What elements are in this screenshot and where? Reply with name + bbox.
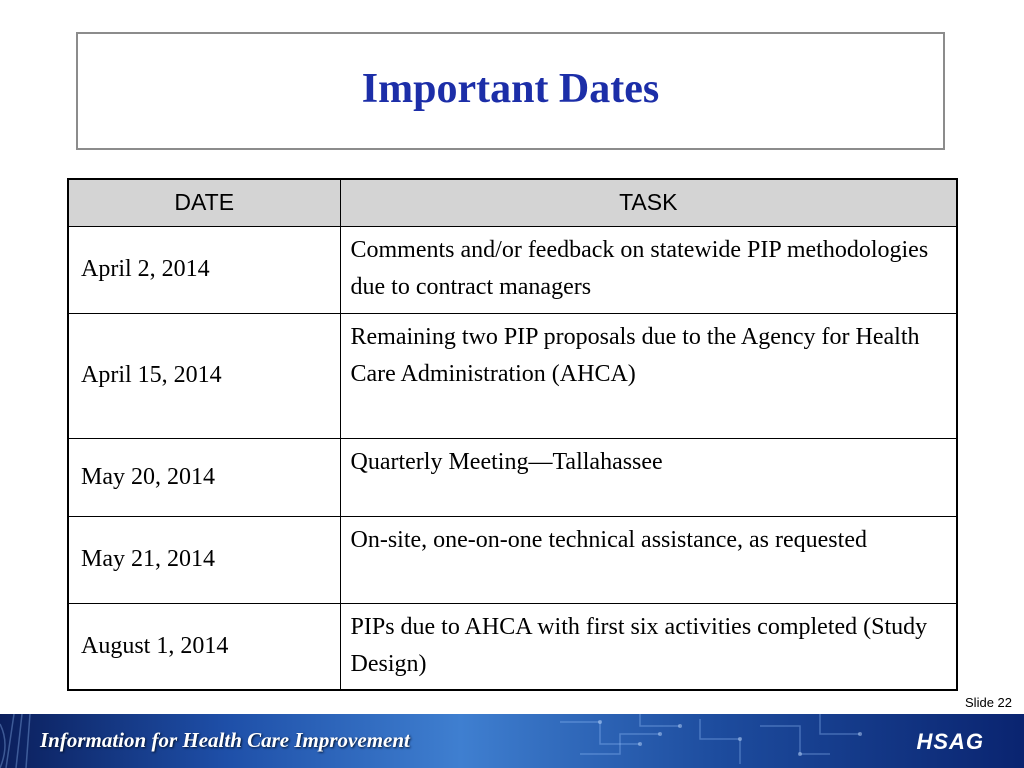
date-cell: May 21, 2014 [68,516,340,603]
footer-banner [0,714,1024,768]
task-cell: Comments and/or feedback on statewide PIP methodologies due to contract managers [340,226,957,313]
important-dates-table [67,178,958,691]
table-row [68,516,957,603]
task-cell: Quarterly Meeting—Tallahassee [340,438,957,516]
date-column-header: DATE [68,179,340,226]
table-row [68,226,957,313]
task-column-header: TASK [340,179,957,226]
slide-title: Important Dates [361,66,660,112]
table-row [68,438,957,516]
date-cell: April 2, 2014 [68,226,340,313]
task-cell: Remaining two PIP proposals due to the Agency for Health Care Administration (AHCA) [340,313,957,438]
date-cell: August 1, 2014 [68,603,340,690]
task-cell: On-site, one-on-one technical assistance, as requested [340,516,957,603]
table-row [68,313,957,438]
date-cell: May 20, 2014 [68,438,340,516]
slide-number: Slide 22 [965,695,1012,710]
date-cell: April 15, 2014 [68,313,340,438]
hsag-logo: HSAG [916,729,984,754]
title-box [76,32,945,150]
table-header-row [68,179,957,226]
table-row [68,603,957,690]
task-cell: PIPs due to AHCA with first six activities completed (Study Design) [340,603,957,690]
banner-tagline: Information for Health Care Improvement [40,728,410,752]
